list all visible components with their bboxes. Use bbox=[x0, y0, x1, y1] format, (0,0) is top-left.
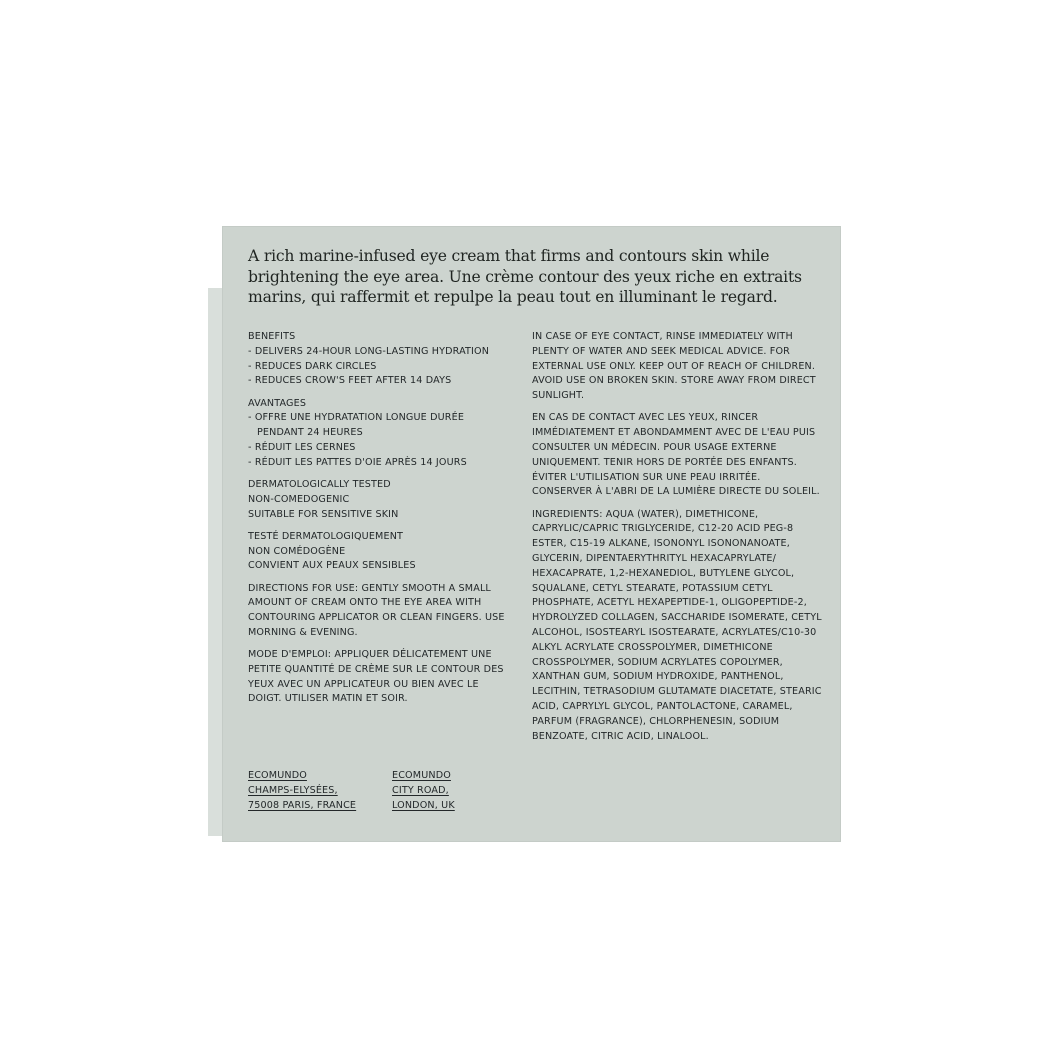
address-line: CITY ROAD, bbox=[392, 785, 449, 796]
benefits-section bbox=[248, 330, 508, 389]
warning-english bbox=[532, 330, 822, 404]
benefits-list bbox=[248, 345, 508, 389]
claims-english bbox=[248, 478, 508, 522]
claim-line: NON COMÉDOGÈNE bbox=[248, 545, 346, 557]
directions-french bbox=[248, 648, 508, 707]
claim-line: CONVIENT AUX PEAUX SENSIBLES bbox=[248, 560, 416, 572]
claim-line: TESTÉ DERMATOLOGIQUEMENT bbox=[248, 530, 404, 542]
benefit-item: - REDUCES CROW'S FEET AFTER 14 DAYS bbox=[248, 374, 508, 389]
avantage-item: - RÉDUIT LES PATTES D'OIE APRÈS 14 JOURS bbox=[248, 456, 508, 471]
directions-english bbox=[248, 582, 508, 641]
ingredients-section bbox=[532, 508, 822, 745]
address-paris bbox=[248, 768, 388, 813]
claims-french bbox=[248, 530, 508, 574]
claim-line: NON-COMEDOGENIC bbox=[248, 493, 350, 505]
left-text-column bbox=[248, 330, 508, 715]
ingredients-text: INGREDIENTS: AQUA (WATER), DIMETHICONE, CAPRYLIC/CAPRIC TRIGLYCERIDE, C12-20 ACID PEG-8 ESTER, C15-19 ALKANE, ISONONYL ISONONANOATE, GLYCERIN, DIPENTAERYTHRITYL HEXACAPRYLATE/ HEXACAPRATE, 1,2-HEXANEDIOL, BUTYLENE GLYCOL, SQUALANE, CETYL STEARATE, POTASSIUM CETYL PHOSPHATE, ACETYL HEXAPEPTIDE-1, OLIGOPEPTIDE-2, HYDROLYZED COLLAGEN, SACCHARIDE ISOMERATE, CETYL ALCOHOL, ISOSTEARYL ISOSTEARATE, ACRYLATES/C10-30 ALKYL ACRYLATE CROSSPOLYMER, DIMETHICONE CROSSPOLYMER, SODIUM ACRYLATES COPOLYMER, XANTHAN GUM, SODIUM HYDROXIDE, PANTHENOL, LECITHIN, TETRASODIUM GLUTAMATE DIACETATE, STEARIC ACID, CAPRYLYL GLYCOL, PANTOLACTONE, CARAMEL, PARFUM (FRAGRANCE), CHLORPHENESIN, SODIUM BENZOATE, CITRIC ACID, LINALOOL. bbox=[532, 508, 822, 742]
address-line: LONDON, UK bbox=[392, 800, 455, 811]
benefit-item: - REDUCES DARK CIRCLES bbox=[248, 360, 508, 375]
product-description-headline: A rich marine-infused eye cream that firms and contours skin while brightening the eye area. Une crème contour des yeux riche en extraits marins, qui raffermit et repulpe la peau tout en illuminant le regard. bbox=[248, 247, 802, 306]
avantage-item: - RÉDUIT LES CERNES bbox=[248, 441, 508, 456]
avantages-list bbox=[248, 411, 508, 470]
packaging-back-panel bbox=[222, 226, 841, 842]
benefits-title: BENEFITS bbox=[248, 331, 296, 342]
directions-text: DIRECTIONS FOR USE: GENTLY SMOOTH A SMALL AMOUNT OF CREAM ONTO THE EYE AREA WITH CONTOURING APPLICATOR OR CLEAN FINGERS. USE MORNING & EVENING. bbox=[248, 582, 505, 638]
address-london bbox=[392, 768, 502, 813]
claim-line: SUITABLE FOR SENSITIVE SKIN bbox=[248, 508, 399, 520]
address-line: ECOMUNDO bbox=[248, 770, 307, 781]
claim-line: DERMATOLOGICALLY TESTED bbox=[248, 478, 391, 490]
avantages-title: AVANTAGES bbox=[248, 397, 307, 409]
address-line: 75008 PARIS, FRANCE bbox=[248, 800, 357, 811]
warning-text: IN CASE OF EYE CONTACT, RINSE IMMEDIATELY WITH PLENTY OF WATER AND SEEK MEDICAL ADVICE. FOR EXTERNAL USE ONLY. KEEP OUT OF REACH OF CHILDREN. AVOID USE ON BROKEN SKIN. STORE AWAY FROM DIRECT SUNLIGHT. bbox=[532, 331, 816, 402]
benefit-item: - DELIVERS 24-HOUR LONG-LASTING HYDRATION bbox=[248, 345, 508, 360]
warning-text: EN CAS DE CONTACT AVEC LES YEUX, RINCER IMMÉDIATEMENT ET ABONDAMMENT AVEC DE L'EAU PUIS CONSULTER UN MÉDECIN. POUR USAGE EXTERNE UNIQUEMENT. TENIR HORS DE PORTÉE DES ENFANTS. ÉVITER L'UTILISATION SUR UNE PEAU IRRITÉE. CONSERVER À L'ABRI DE LA LUMIÈRE DIRECTE DU SOLEIL. bbox=[532, 412, 820, 498]
address-line: CHAMPS-ELYSÉES, bbox=[248, 785, 338, 796]
address-line: ECOMUNDO bbox=[392, 770, 451, 781]
avantage-item: - OFFRE UNE HYDRATATION LONGUE DURÉE PENDANT 24 HEURES bbox=[248, 411, 508, 441]
directions-text: MODE D'EMPLOI: APPLIQUER DÉLICATEMENT UNE PETITE QUANTITÉ DE CRÈME SUR LE CONTOUR DES YEUX AVEC UN APPLICATEUR OU BIEN AVEC LE DOIGT. UTILISER MATIN ET SOIR. bbox=[248, 649, 504, 705]
avantages-section bbox=[248, 397, 508, 471]
right-text-column bbox=[532, 330, 822, 752]
warning-french bbox=[532, 411, 822, 500]
